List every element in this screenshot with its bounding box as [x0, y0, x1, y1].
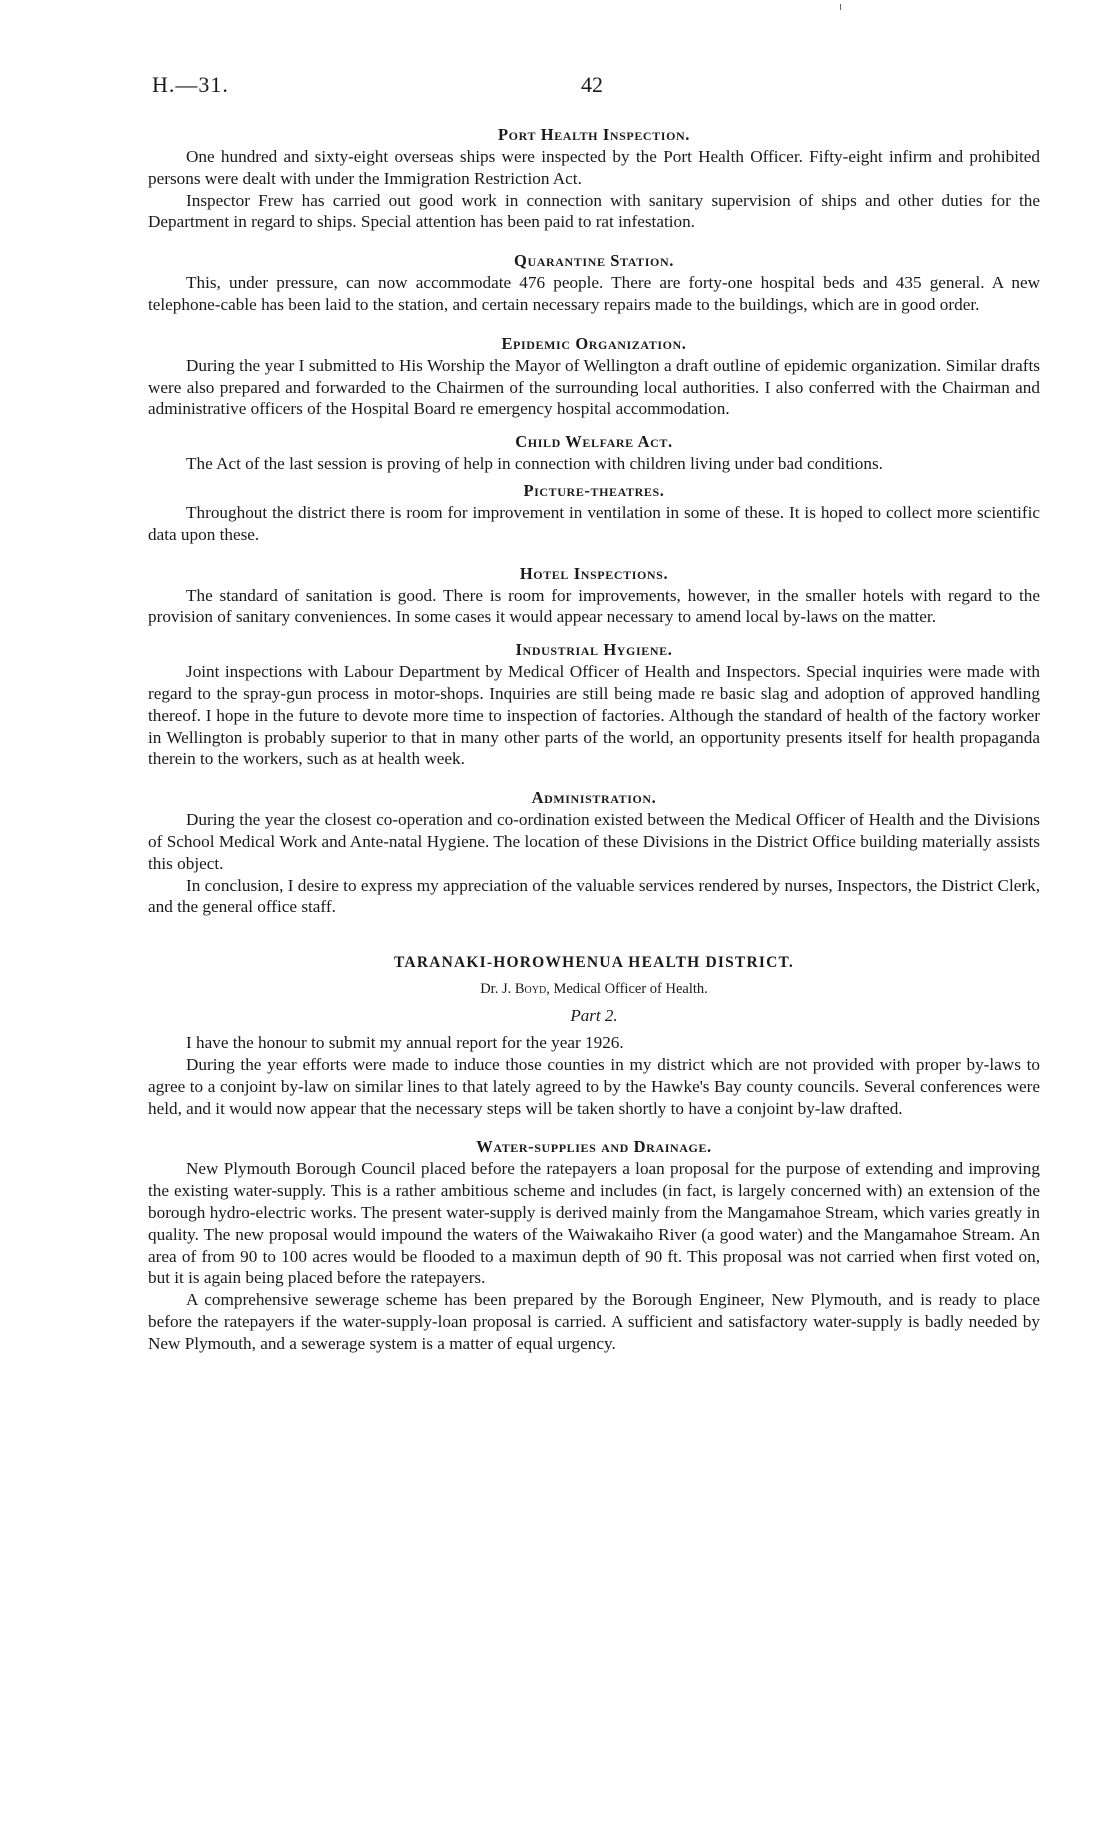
paragraph: During the year I submitted to His Worship the Mayor of Wellington a draft outline of epidemic organization. Similar drafts were also prepared and forwarded to the Chairmen of the surrounding local authorities. I also conferred with the Chairman and administrative officers of the Hospital Board re emergency hospital accommodation. — [148, 355, 1040, 419]
page-number: 42 — [581, 72, 603, 97]
section-heading-administration: Administration. — [531, 788, 657, 808]
paragraph: During the year efforts were made to induce those counties in my district which are not provided with proper by-laws to agree to a conjoint by-law on similar lines to that lately agreed to by the Hawke's Bay county councils. Several conferences were held, and it would now appear that the necessary steps will be taken shortly to have a conjoint by-law drafted. — [148, 1054, 1040, 1118]
section-heading-industrial-hygiene: Industrial Hygiene. — [515, 640, 673, 660]
section-heading-hotel-inspections: Hotel Inspections. — [519, 563, 669, 583]
report-body — [148, 124, 1040, 1354]
document-reference: H.—31. — [152, 72, 229, 97]
section-heading-epidemic-organization: Epidemic Organization. — [501, 333, 687, 353]
section-heading-child-welfare-act: Child Welfare Act. — [515, 432, 673, 452]
paragraph: Inspector Frew has carried out good work in connection with sanitary supervision of ships and other duties for the Department in regard to ships. Special attention has been paid to rat infestation. — [148, 190, 1040, 232]
district-byline — [148, 978, 1040, 1000]
running-head — [152, 72, 972, 102]
paragraph: Throughout the district there is room for improvement in ventilation in some of these. It is hoped to collect more scientific data upon these. — [148, 502, 1040, 544]
section-heading-port-health: Port Health Inspection. — [497, 125, 690, 144]
officer-name: J. Boyd — [501, 981, 547, 998]
paragraph: The Act of the last session is proving of help in connection with children living under bad conditions. — [186, 454, 883, 474]
district-title: TARANAKI-HOROWHENUA HEALTH DISTRICT. — [394, 954, 794, 972]
paragraph: During the year the closest co-operation and co-ordination existed between the Medical Officer of Health and the Divisions of School Medical Work and Ante-natal Hygiene. The location of these Divisions in the District Office building materially assists this object. — [148, 810, 1040, 873]
byline-suffix: , Medical Officer of Health. — [546, 981, 708, 998]
paragraph: Joint inspections with Labour Department by Medical Officer of Health and Inspectors. Special inquiries were made with regard to the spray-gun process in motor-shops. Inquiries are still being made re basic slag and adoption of approved handling thereof. I hope in the future to devote more time to inspection of factories. Although the standard of health of the factory worker in Wellington is probably superior to that in many other parts of the world, an opportunity presents itself for health propaganda therein to the workers, such as at health week. — [148, 662, 1040, 769]
byline-prefix: Dr. — [480, 981, 502, 998]
scan-mark — [840, 4, 841, 10]
paragraph: In conclusion, I desire to express my appreciation of the valuable services rendered by nurses, Inspectors, the District Clerk, and the general office staff. — [148, 875, 1040, 917]
paragraph: I have the honour to submit my annual report for the year 1926. — [186, 1033, 624, 1053]
part-label: Part 2. — [570, 1006, 618, 1026]
paragraph: The standard of sanitation is good. There is room for improvements, however, in the smaller hotels with regard to the provision of sanitary conveniences. In some cases it would appear necessary to amend local by-laws on the matter. — [148, 585, 1040, 627]
paragraph: This, under pressure, can now accommodate 476 people. There are forty-one hospital beds and 435 general. A new telephone-cable has been laid to the station, and certain necessary repairs made to the buildings, which are in good order. — [148, 273, 1040, 314]
section-heading-quarantine-station: Quarantine Station. — [514, 251, 674, 271]
paragraph: One hundred and sixty-eight overseas ships were inspected by the Port Health Officer. Fifty-eight infirm and prohibited persons were dealt with under the Immigration Restriction Act. — [148, 147, 1040, 188]
paragraph: New Plymouth Borough Council placed before the ratepayers a loan proposal for the purpose of extending and improving the existing water-supply. This is a rather ambitious scheme and includes (in fact, is largely concerned with) an extension of the borough hydro-electric works. The present water-supply is derived mainly from the Mangamahoe Stream, which varies greatly in quality. The new proposal would impound the waters of the Waiwakaiho River (a good water) and the Mangamahoe Stream. An area of from 90 to 100 acres would be flooded to a maximun depth of 90 ft. This proposal was not carried when first voted on, but it is again being placed before the ratepayers. — [148, 1159, 1040, 1288]
section-heading-picture-theatres: Picture-theatres. — [523, 480, 665, 500]
paragraph: A comprehensive sewerage scheme has been prepared by the Borough Engineer, New Plymouth, and is ready to place before the ratepayers if the water-supply-loan proposal is carried. A sufficient and satisfactory water-supply is badly needed by New Plymouth, and a sewerage system is a matter of equal urgency. — [148, 1290, 1040, 1353]
section-heading-water-supplies: Water-supplies and Drainage. — [476, 1137, 712, 1157]
